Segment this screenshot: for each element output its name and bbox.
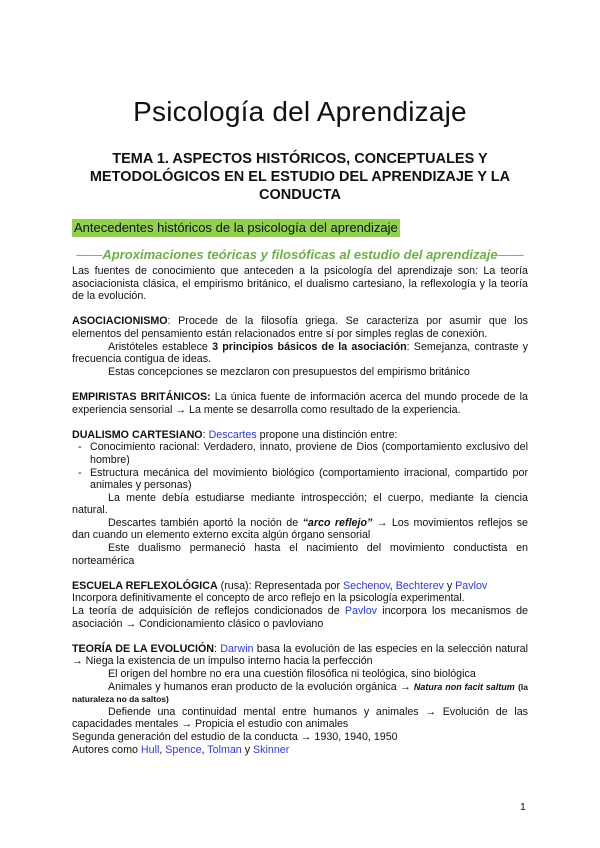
tema-heading: TEMA 1. ASPECTOS HISTÓRICOS, CONCEPTUALES Y METODOLÓGICOS EN EL ESTUDIO DEL APRENDIZAJE Y LA CONDUCTA [89, 151, 511, 203]
arco-reflejo-paragraph: Descartes también aportó la noción de “arco reflejo” → Los movimientos reflejos se dan cuando un elemento externo excita algún órgano sensorial [72, 516, 529, 542]
bechterev-link[interactable]: Bechterev [395, 579, 444, 592]
sechenov-link[interactable]: Sechenov [343, 579, 390, 592]
dash-left: —— [76, 247, 103, 262]
dualismo-heading: DUALISMO CARTESIANO [72, 428, 203, 441]
arco-incorpora-paragraph: Incorpora definitivamente el concepto de arco reflejo en la psicología experimental. [72, 592, 465, 605]
darwin-link[interactable]: Darwin [220, 642, 254, 655]
autores-paragraph: Autores como Hull, Spence, Tolman y Skinner [72, 743, 290, 756]
origen-paragraph: El origen del hombre no era una cuestión filosófica ni teológica, sino biológica [108, 668, 476, 680]
hull-link[interactable]: Hull [140, 743, 160, 756]
reflexologica-heading: ESCUELA REFLEXOLÓGICA [72, 579, 218, 592]
spence-link[interactable]: Spence [165, 743, 202, 756]
aristoteles-paragraph: Aristóteles establece 3 principios básicos de la asociación: Semejanza, contraste y frecuencia contigua de ideas. [72, 340, 528, 366]
subsection-heading [72, 247, 528, 262]
subsection-title: Aproximaciones teóricas y filosóficas al estudio del aprendizaje [102, 247, 498, 262]
section-heading: Antecedentes históricos de la psicología del aprendizaje [74, 220, 398, 235]
continuidad-paragraph: Defiende una continuidad mental entre humanos y animales → Evolución de las capacidades mentales → Propicia el estudio con animales [72, 705, 528, 731]
list-item: - Conocimiento racional: Verdadero, innato, proviene de Dios (comportamiento exclusivo del hombre) [78, 441, 528, 466]
empiristas-paragraph: EMPIRISTAS BRITÁNICOS: La única fuente de información acerca del mundo procede de la experiencia sensorial → La mente se desarrolla como resultado de la experiencia. [72, 390, 528, 416]
pavlov-paragraph: La teoría de adquisición de reflejos condicionados de Pavlov incorpora los mecanismos de asociación → Condicionamiento clásico o pavloviano [72, 605, 528, 630]
pavlov-link[interactable]: Pavlov [455, 579, 488, 592]
pavlov-link-2[interactable]: Pavlov [344, 605, 377, 618]
body-text [72, 265, 528, 756]
natura-paragraph: Animales y humanos eran producto de la evolución orgánica → Natura non facit saltum (la naturaleza no da saltos) [72, 680, 528, 705]
segunda-generacion-paragraph: Segunda generación del estudio de la conducta → 1930, 1940, 1950 [72, 730, 398, 743]
document-title: Psicología del Aprendizaje [133, 96, 467, 127]
list-item: - Estructura mecánica del movimiento biológico (comportamiento irracional, compartido por animales y personas) [78, 466, 528, 492]
evolucion-paragraph: TEORÍA DE LA EVOLUCIÓN: Darwin basa la evolución de las especies en la selección natural → Niega la existencia de un impulso interno hacia la perfección [72, 642, 529, 668]
page-number: 1 [520, 801, 526, 813]
dualismo-list [72, 441, 528, 491]
concepciones-paragraph: Estas concepciones se mezclaron con presupuestos del empirismo británico [108, 365, 470, 378]
mente-paragraph: La mente debía estudiarse mediante introspección; el cuerpo, mediante la ciencia natural. [72, 491, 528, 517]
asociacionismo-heading: ASOCIACIONISMO [72, 315, 168, 328]
intro-paragraph: Las fuentes de conocimiento que anteceden a la psicología del aprendizaje son: La teoría asociacionista clásica, el empirismo británico, el dualismo cartesiano, la reflexología y la teoría de la evolución. [72, 265, 528, 303]
descartes-link[interactable]: Descartes [208, 428, 257, 441]
asociacionismo-paragraph: ASOCIACIONISMO: Procede de la filosofía griega. Se caracteriza por asumir que los elementos del pensamiento están relacionados entre sí por simples reglas de conexión. [72, 315, 528, 340]
dualismo-paragraph: DUALISMO CARTESIANO: Descartes propone una distinción entre: [72, 428, 398, 441]
evolucion-heading: TEORÍA DE LA EVOLUCIÓN [72, 642, 215, 655]
dash-right: —— [497, 247, 524, 262]
reflexologica-paragraph: ESCUELA REFLEXOLÓGICA (rusa): Representada por Sechenov, Bechterev y Pavlov [72, 579, 488, 592]
tolman-link[interactable]: Tolman [207, 743, 242, 756]
empiristas-heading: EMPIRISTAS BRITÁNICOS: [72, 390, 211, 403]
skinner-link[interactable]: Skinner [253, 743, 290, 756]
dualismo-final-paragraph: Este dualismo permaneció hasta el nacimiento del movimiento conductista en norteamérica [72, 542, 528, 567]
